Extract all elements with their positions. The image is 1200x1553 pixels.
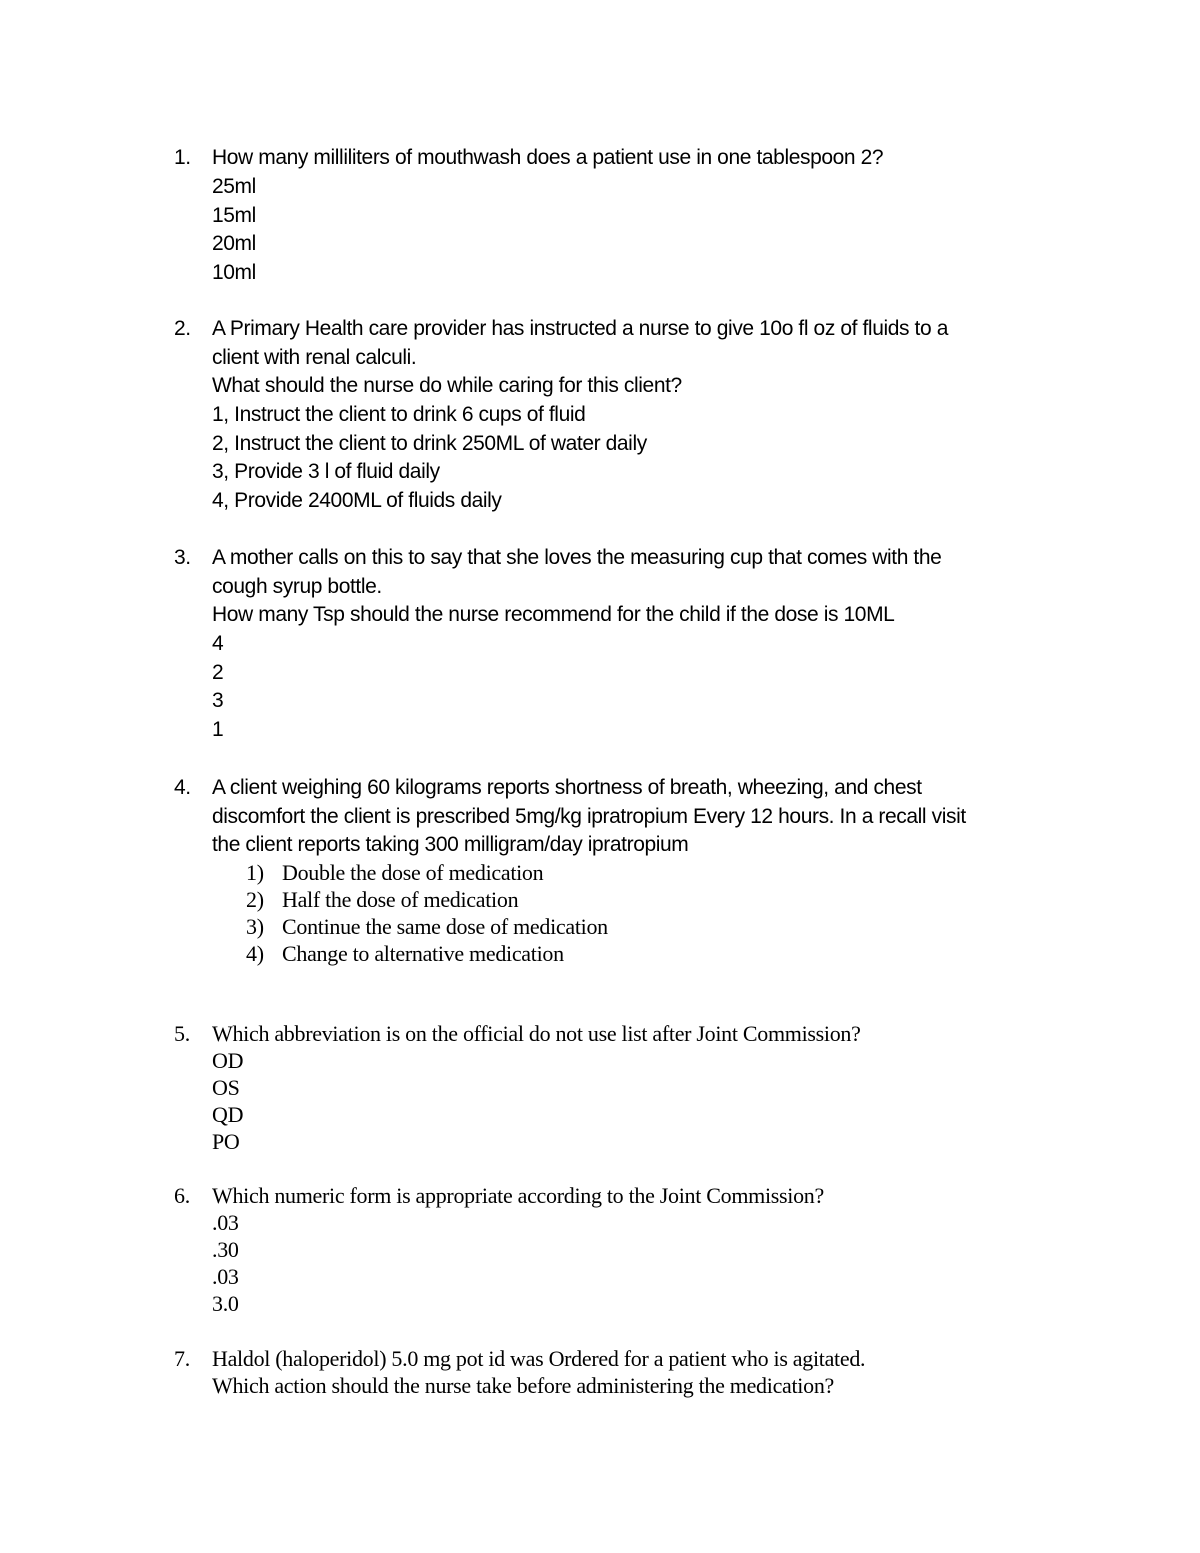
question-1-option-2: 15ml — [212, 204, 256, 227]
question-4-option-1-label: 1) — [246, 860, 264, 885]
question-5-text: Which abbreviation is on the official do not use list after Joint Commission? — [212, 1021, 861, 1046]
question-7-text-line-1: Haldol (haloperidol) 5.0 mg pot id was Ordered for a patient who is agitated. — [212, 1346, 866, 1371]
question-5-option-4: PO — [212, 1129, 240, 1154]
question-6-option-3: .03 — [212, 1264, 239, 1289]
question-4-option-4-label: 4) — [246, 941, 264, 966]
question-4-option-2-label: 2) — [246, 887, 264, 912]
question-3-option-1: 4 — [212, 632, 224, 655]
question-2-option-1: 1, Instruct the client to drink 6 cups of fluid — [212, 403, 586, 426]
question-1-text: How many milliliters of mouthwash does a patient use in one tablespoon 2? — [212, 146, 884, 169]
question-6-number: 6. — [174, 1183, 190, 1208]
question-5-option-2: OS — [212, 1075, 240, 1100]
question-4-option-2-text: Half the dose of medication — [282, 887, 519, 912]
question-2-number: 2. — [174, 317, 191, 340]
question-4-option-4-text: Change to alternative medication — [282, 941, 564, 966]
question-2-text-line-3: What should the nurse do while caring for this client? — [212, 374, 682, 397]
question-1-option-4: 10ml — [212, 261, 256, 284]
question-4-text-line-2: discomfort the client is prescribed 5mg/kg ipratropium Every 12 hours. In a recall visit — [212, 805, 966, 828]
question-2-text-line-1: A Primary Health care provider has instructed a nurse to give 10o fl oz of fluids to a — [212, 317, 948, 340]
question-6-option-2: .30 — [212, 1237, 239, 1262]
question-3-option-4: 1 — [212, 718, 224, 741]
question-4-number: 4. — [174, 776, 191, 799]
question-6-option-4: 3.0 — [212, 1291, 239, 1316]
question-4-option-1-text: Double the dose of medication — [282, 860, 544, 885]
question-4-text-line-3: the client reports taking 300 milligram/day ipratropium — [212, 833, 689, 856]
question-4-option-3-text: Continue the same dose of medication — [282, 914, 608, 939]
question-4-option-3-label: 3) — [246, 914, 264, 939]
question-3-option-2: 2 — [212, 661, 224, 684]
question-7-text-line-2: Which action should the nurse take before administering the medication? — [212, 1373, 834, 1398]
question-1-option-3: 20ml — [212, 232, 256, 255]
question-5-option-1: OD — [212, 1048, 244, 1073]
question-3-text-line-3: How many Tsp should the nurse recommend for the child if the dose is 10ML — [212, 603, 895, 626]
question-2-option-4: 4, Provide 2400ML of fluids daily — [212, 489, 502, 512]
question-3-option-3: 3 — [212, 689, 224, 712]
question-3-text-line-2: cough syrup bottle. — [212, 575, 382, 598]
question-3-number: 3. — [174, 546, 191, 569]
question-5-option-3: QD — [212, 1102, 244, 1127]
question-5-number: 5. — [174, 1021, 190, 1046]
question-4-text-line-1: A client weighing 60 kilograms reports shortness of breath, wheezing, and chest — [212, 776, 922, 799]
question-3-text-line-1: A mother calls on this to say that she loves the measuring cup that comes with the — [212, 546, 942, 569]
question-2-option-2: 2, Instruct the client to drink 250ML of water daily — [212, 432, 647, 455]
question-6-text: Which numeric form is appropriate according to the Joint Commission? — [212, 1183, 824, 1208]
question-2-option-3: 3, Provide 3 l of fluid daily — [212, 460, 440, 483]
question-6-option-1: .03 — [212, 1210, 239, 1235]
question-2-text-line-2: client with renal calculi. — [212, 346, 417, 369]
question-7-number: 7. — [174, 1346, 190, 1371]
question-1-number: 1. — [174, 146, 191, 169]
question-1-option-1: 25ml — [212, 175, 256, 198]
